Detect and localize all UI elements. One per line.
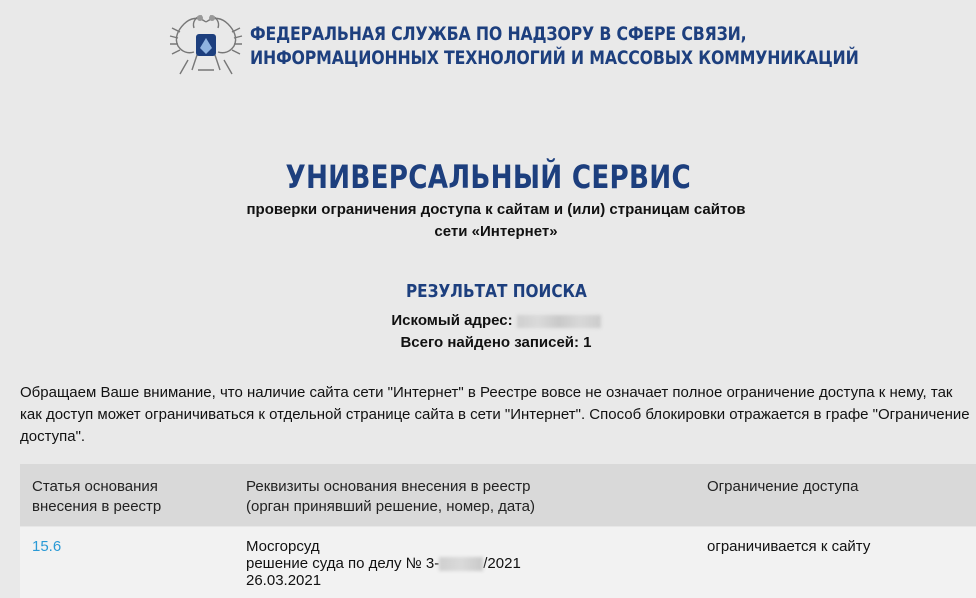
service-subtitle: [0, 199, 976, 243]
column-header-restriction: [707, 477, 858, 497]
total-records: Всего найдено записей: 1: [400, 334, 592, 351]
service-subtitle-line1: проверки ограничения доступа к сайтам и (или) страницам сайтов: [246, 201, 746, 218]
double-headed-eagle-emblem-icon: [168, 8, 244, 84]
redacted-case-number: [439, 557, 483, 571]
row-decision-suffix: /2021: [483, 555, 521, 572]
column-header-article-line1: Статья основания: [32, 478, 158, 495]
row-basis-cell: [246, 538, 521, 589]
site-header: [168, 8, 968, 84]
column-header-basis-line1: Реквизиты основания внесения в реестр: [246, 478, 531, 495]
searched-address: [0, 310, 976, 332]
result-title-text: РЕЗУЛЬТАТ ПОИСКА: [405, 281, 587, 302]
results-table: [20, 464, 976, 598]
row-authority: Мосгорсуд: [246, 538, 320, 555]
service-subtitle-line2: сети «Интернет»: [434, 223, 558, 240]
search-summary: [0, 310, 976, 354]
redacted-address: [517, 315, 601, 328]
column-header-article: [32, 477, 161, 517]
agency-name-line1: ФЕДЕРАЛЬНАЯ СЛУЖБА ПО НАДЗОРУ В СФЕРЕ СВЯЗИ,: [250, 23, 747, 45]
row-date: 26.03.2021: [246, 572, 322, 589]
table-header: [20, 464, 976, 527]
agency-name-line2: ИНФОРМАЦИОННЫХ ТЕХНОЛОГИЙ И МАССОВЫХ КОММУНИКАЦИЙ: [250, 47, 859, 69]
row-article-cell: [32, 538, 61, 555]
article-link[interactable]: 15.6: [32, 538, 62, 555]
row-restriction-cell: ограничивается к сайту: [707, 538, 871, 555]
result-title: [0, 281, 976, 302]
column-header-basis: [246, 477, 535, 517]
service-title-text: УНИВЕРСАЛЬНЫЙ СЕРВИС: [285, 158, 691, 196]
row-decision-prefix: решение суда по делу № 3-: [246, 555, 440, 572]
notice-text: Обращаем Ваше внимание, что наличие сайта сети "Интернет" в Реестре вовсе не означает полное ограничение доступа к нему, так как доступ может ограничиваться к отдельной странице сайта в сети "Интернет". Способ блокировки отражается в графе "Ограничение доступа".: [20, 384, 970, 445]
column-header-restriction-line1: Ограничение доступа: [707, 478, 859, 495]
searched-address-label: Искомый адрес:: [391, 312, 513, 329]
column-header-basis-line2: (орган принявший решение, номер, дата): [246, 498, 535, 515]
agency-name: [250, 22, 859, 70]
column-header-article-line2: внесения в реестр: [32, 498, 162, 515]
row-decision: [246, 555, 521, 572]
service-title: [0, 158, 976, 196]
